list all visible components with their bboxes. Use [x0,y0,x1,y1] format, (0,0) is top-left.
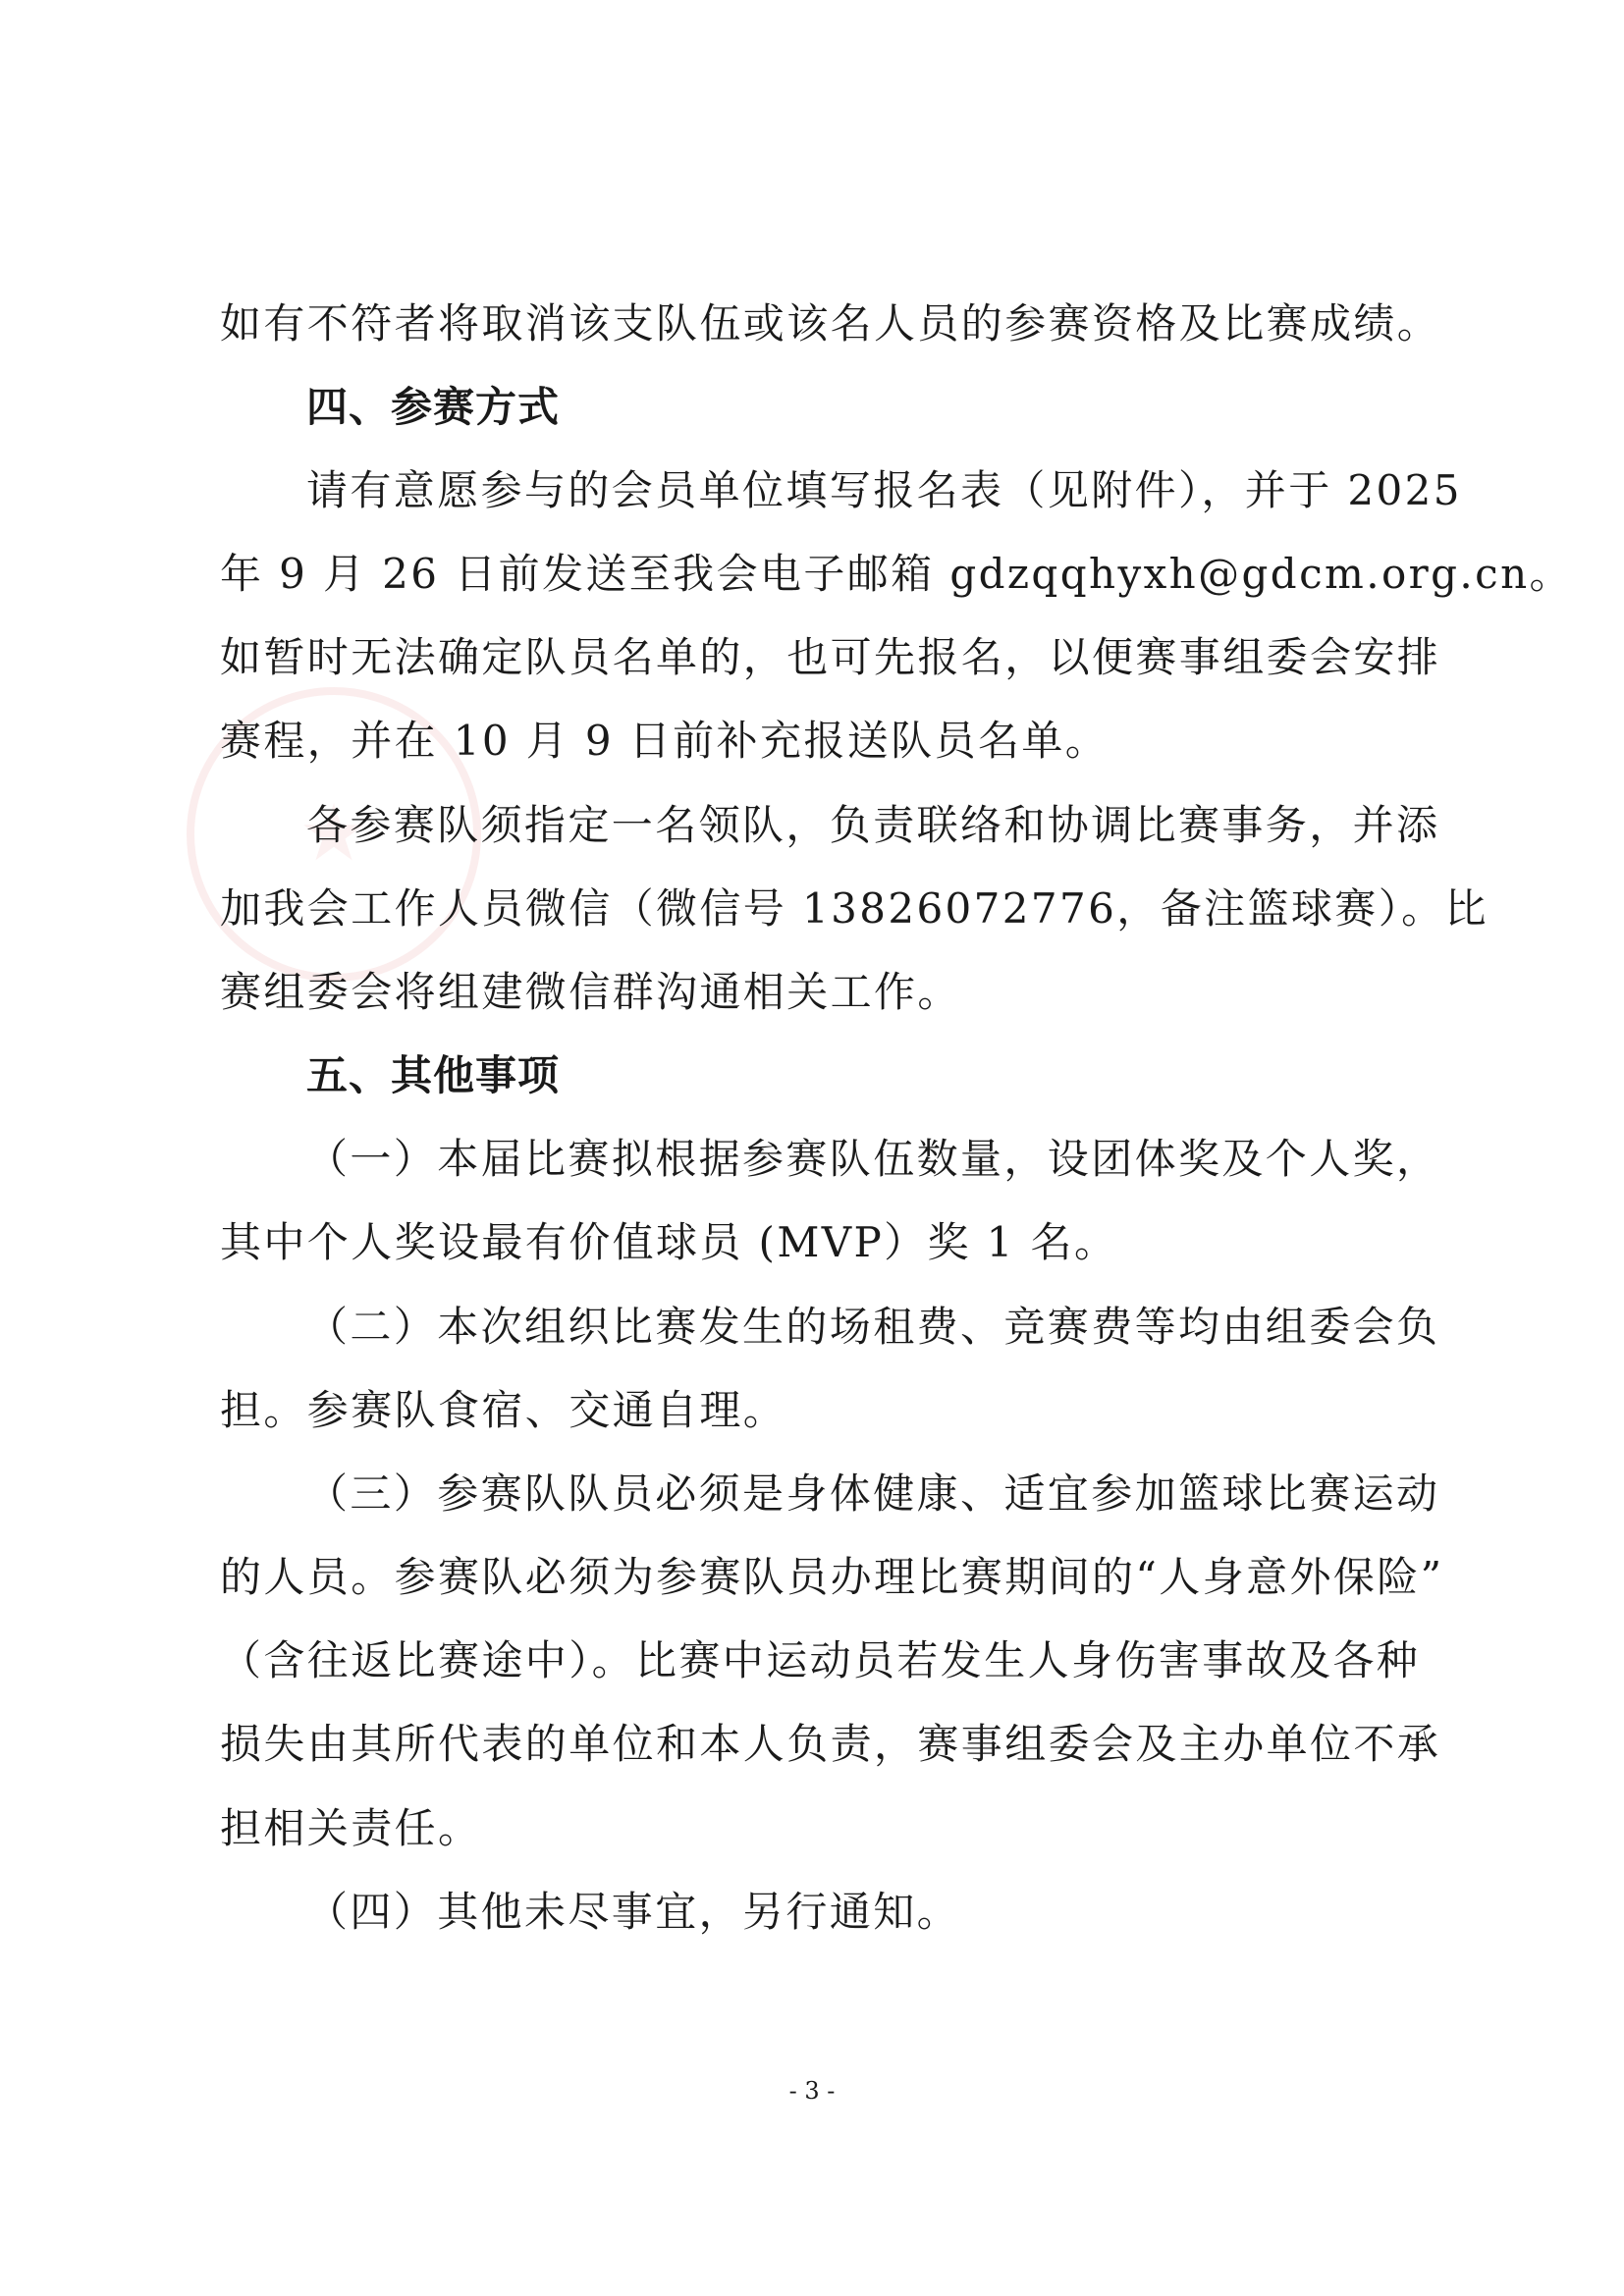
paragraph-line: 担相关责任。 [220,1804,482,1852]
paragraph-line: （一）本届比赛拟根据参赛队伍数量，设团体奖及个人奖， [306,1135,1440,1183]
paragraph-line: 其中个人奖设最有价值球员 (MVP）奖 1 名。 [220,1218,1118,1266]
paragraph-line: 各参赛队须指定一名领队，负责联络和协调比赛事务，并添 [306,801,1440,849]
paragraph-line: 加我会工作人员微信（微信号 13826072776，备注篮球赛）。比 [220,884,1489,933]
paragraph-line: 担。参赛队食宿、交通自理。 [220,1386,787,1434]
paragraph-line: （含往返比赛途中）。比赛中运动员若发生人身伤害事故及各种 [220,1636,1421,1684]
paragraph-line: （四）其他未尽事宜，另行通知。 [306,1888,961,1936]
paragraph-line: 损失由其所代表的单位和本人负责，赛事组委会及主办单位不承 [220,1720,1441,1768]
paragraph-line: （三）参赛队队员必须是身体健康、适宜参加篮球比赛运动 [306,1469,1440,1518]
page-number: - 3 - [788,2077,836,2105]
paragraph-line: （二）本次组织比赛发生的场租费、竞赛费等均由组委会负 [306,1303,1440,1351]
paragraph-line: 年 9 月 26 日前发送至我会电子邮箱 gdzqqhyxh@gdcm.org.cn。 [220,550,1573,598]
paragraph-line: 赛组委会将组建微信群沟通相关工作。 [220,968,961,1016]
paragraph-line: 如有不符者将取消该支队伍或该名人员的参赛资格及比赛成绩。 [220,299,1441,347]
section-heading: 四、参赛方式 [306,383,561,431]
paragraph-line: 赛程，并在 10 月 9 日前补充报送队员名单。 [220,717,1110,765]
section-heading: 五、其他事项 [306,1051,561,1099]
paragraph-line: 如暂时无法确定队员名单的，也可先报名，以便赛事组委会安排 [220,633,1441,681]
paragraph-line: 请有意愿参与的会员单位填写报名表（见附件），并于 2025 [306,466,1462,514]
paragraph-line: 的人员。参赛队必须为参赛队员办理比赛期间的“人身意外保险” [220,1553,1444,1601]
